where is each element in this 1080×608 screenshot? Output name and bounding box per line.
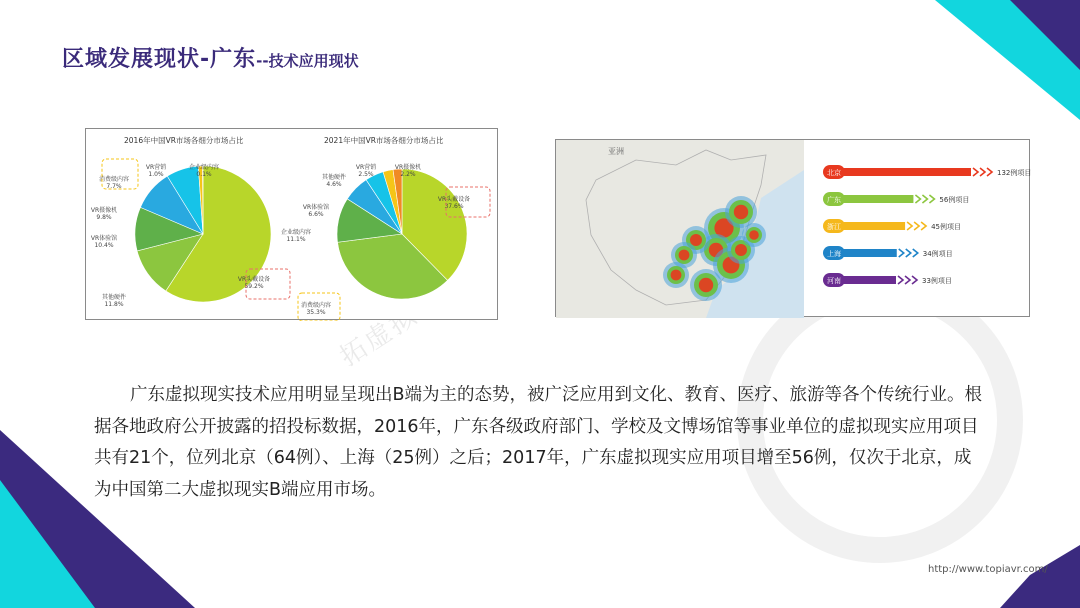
city-name-2: 浙江 <box>827 223 841 231</box>
city-arrow-4-0 <box>898 276 903 284</box>
pie-charts-svg <box>86 129 499 321</box>
pie-2021-pct-0: 37.6% <box>444 203 464 210</box>
heat-core-1 <box>734 205 748 219</box>
map-panel <box>555 139 1030 317</box>
title-block <box>62 42 359 73</box>
pie-2016-pct-5: 1.0% <box>148 171 164 178</box>
city-name-4: 河南 <box>827 277 841 285</box>
pie-2016-label-5: VR营销 <box>145 164 167 171</box>
pie-2016-pct-0: 59.2% <box>244 283 264 290</box>
pie-2021-label-0: VR头戴设备 <box>437 196 471 203</box>
city-arrow-3-0 <box>899 249 904 257</box>
city-arrow-2-0 <box>907 222 912 230</box>
pie-2021-pct-2: 11.1% <box>286 236 306 243</box>
pie-2021-pct-1: 35.3% <box>306 309 326 316</box>
pie-2021-label-5: VR营销 <box>355 164 377 171</box>
pie-2021-label-3: VR体验馆 <box>302 204 330 211</box>
pie-2016-pct-2: 10.4% <box>94 242 114 249</box>
city-count-0: 132例项目 <box>997 169 1031 177</box>
city-count-4: 33例项目 <box>922 277 952 285</box>
pie-2016-label-0: VR头戴设备 <box>237 276 271 283</box>
pie-2021-pct-4: 4.6% <box>326 181 342 188</box>
pie-2021-label-2: 企业级内容 <box>280 229 312 236</box>
page-subtitle: --技术应用现状 <box>256 52 359 70</box>
pie-2021-label-1: 消费级内容 <box>300 302 332 309</box>
city-arrow-2-1 <box>914 222 919 230</box>
city-arrow-3-1 <box>906 249 911 257</box>
page-title: 区域发展现状-广东 <box>62 47 257 72</box>
city-arrow-3-2 <box>913 249 918 257</box>
pie-2016-label-6: 企业级内容 <box>188 164 220 171</box>
pie-2016-label-1: 其他硬件 <box>101 294 127 301</box>
city-bar-2 <box>841 222 905 230</box>
city-bar-0 <box>841 168 971 176</box>
city-arrow-0-0 <box>973 168 978 176</box>
pie-2021-title: 2021年中国VR市场各细分市场占比 <box>324 136 444 145</box>
pie-2016-label-3: VR摄像机 <box>90 207 118 214</box>
city-arrow-4-1 <box>905 276 910 284</box>
pie-2016-pct-6: 0.1% <box>196 171 212 178</box>
pie-2016-pct-3: 9.8% <box>96 214 112 221</box>
pie-2016-pct-1: 11.8% <box>104 301 124 308</box>
city-count-3: 34例项目 <box>922 250 953 258</box>
heat-core-9 <box>749 230 759 240</box>
heat-core-8 <box>671 270 682 281</box>
pie-2021-label-4: 其他硬件 <box>321 174 347 181</box>
city-arrow-4-2 <box>912 276 917 284</box>
city-arrow-1-0 <box>915 195 920 203</box>
heat-core-4 <box>690 234 702 246</box>
city-arrow-0-1 <box>980 168 985 176</box>
city-arrow-2-2 <box>921 222 926 230</box>
map-region-label: 亚洲 <box>608 147 624 156</box>
pie-2021-pct-5: 2.5% <box>358 171 374 178</box>
pie-2021-pct-3: 6.6% <box>308 211 324 218</box>
bottom-right-purple-shape <box>1000 545 1080 608</box>
city-name-3: 上海 <box>827 250 841 258</box>
pie-2016-label-4: 消费级内容 <box>98 176 130 183</box>
pie-2016-label-2: VR体验馆 <box>90 235 118 242</box>
city-count-2: 45例项目 <box>931 223 962 231</box>
pie-2016-title: 2016年中国VR市场各细分市场占比 <box>124 136 244 145</box>
heat-core-6 <box>735 244 747 256</box>
heat-core-7 <box>699 278 713 292</box>
pie-charts-panel <box>85 128 498 320</box>
city-bars <box>823 165 1031 287</box>
pie-2021-pct-6: 2.2% <box>400 171 416 178</box>
city-arrow-1-1 <box>922 195 927 203</box>
city-name-1: 广东 <box>827 196 841 204</box>
city-bar-4 <box>841 276 896 284</box>
city-bar-3 <box>841 249 897 257</box>
city-count-1: 56例项目 <box>939 196 970 204</box>
pie-2016-pct-4: 7.7% <box>106 183 122 190</box>
pie-2021-label-6: VR摄像机 <box>394 164 422 171</box>
city-arrow-0-2 <box>987 168 992 176</box>
heat-core-5 <box>679 250 690 261</box>
city-bar-1 <box>841 195 913 203</box>
city-name-0: 北京 <box>827 169 841 177</box>
footer-url[interactable]: http://www.topiavr.com/ <box>928 564 1048 575</box>
city-arrow-1-2 <box>929 195 934 203</box>
body-paragraph: 广东虚拟现实技术应用明显呈现出B端为主的态势，被广泛应用到文化、教育、医疗、旅游等各个传统行业。根据各地政府公开披露的招投标数据，2016年，广东各级政府部门、学校及文博场馆等事业单位的虚拟现实应用项目共有21个，位列北京（64例）、上海（25例）之后；2017年，广东虚拟现实应用项目增至56例，仅次于北京，成为中国第二大虚拟现实B端应用市场。 <box>94 385 983 500</box>
heatmap-svg <box>556 140 1031 318</box>
